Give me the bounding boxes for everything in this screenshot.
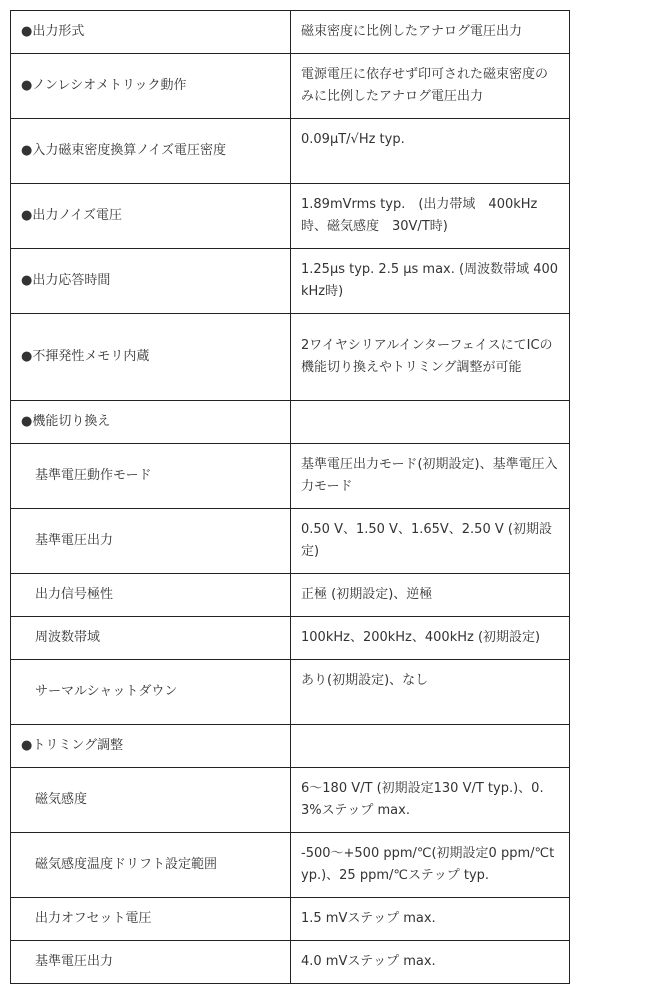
row-label: 基準電圧動作モード [11,444,291,509]
table-row [11,833,570,898]
row-value: 1.25µs typ. 2.5 µs max. (周波数帯域 400kHz時) [291,249,570,314]
row-value: -500〜+500 ppm/℃(初期設定0 ppm/℃typ.)、25 ppm/℃ステップ typ. [291,833,570,898]
row-label: 出力信号極性 [11,574,291,617]
table-row [11,941,570,984]
row-label: ●ノンレシオメトリック動作 [11,54,291,119]
row-label: 出力オフセット電圧 [11,898,291,941]
row-label: 基準電圧出力 [11,509,291,574]
row-value: 100kHz、200kHz、400kHz (初期設定) [291,617,570,660]
row-label: 基準電圧出力 [11,941,291,984]
row-value: あり(初期設定)、なし [291,660,570,725]
table-row [11,54,570,119]
row-value: 0.09µT/√Hz typ. [291,119,570,184]
row-label: 磁気感度 [11,768,291,833]
row-value: 基準電圧出力モード(初期設定)、基準電圧入力モード [291,444,570,509]
table-row [11,184,570,249]
row-value: 1.89mVrms typ. (出力帯域 400kHz時、磁気感度 30V/T時) [291,184,570,249]
row-value [291,401,570,444]
table-row [11,617,570,660]
row-value [291,725,570,768]
table-row [11,401,570,444]
row-value: 2ワイヤシリアルインターフェイスにてICの機能切り換えやトリミング調整が可能 [291,314,570,401]
row-value: 4.0 mVステップ max. [291,941,570,984]
row-label: ●不揮発性メモリ内蔵 [11,314,291,401]
row-label: ●入力磁束密度換算ノイズ電圧密度 [11,119,291,184]
row-value: 正極 (初期設定)、逆極 [291,574,570,617]
table-row [11,725,570,768]
row-label: 周波数帯域 [11,617,291,660]
table-row [11,11,570,54]
table-row [11,574,570,617]
row-label: サーマルシャットダウン [11,660,291,725]
row-value: 磁束密度に比例したアナログ電圧出力 [291,11,570,54]
table-row [11,249,570,314]
row-value: 電源電圧に依存せず印可された磁束密度のみに比例したアナログ電圧出力 [291,54,570,119]
row-value: 1.5 mVステップ max. [291,898,570,941]
row-value: 6〜180 V/T (初期設定130 V/T typ.)、0.3%ステップ max. [291,768,570,833]
table-row [11,898,570,941]
table-row [11,768,570,833]
row-value: 0.50 V、1.50 V、1.65V、2.50 V (初期設定) [291,509,570,574]
row-label: ●出力形式 [11,11,291,54]
row-label: 磁気感度温度ドリフト設定範囲 [11,833,291,898]
table-row [11,119,570,184]
row-label: ●トリミング調整 [11,725,291,768]
row-label: ●機能切り換え [11,401,291,444]
row-label: ●出力応答時間 [11,249,291,314]
table-row [11,660,570,725]
spec-table [10,10,570,984]
row-label: ●出力ノイズ電圧 [11,184,291,249]
table-row [11,314,570,401]
table-row [11,444,570,509]
table-row [11,509,570,574]
